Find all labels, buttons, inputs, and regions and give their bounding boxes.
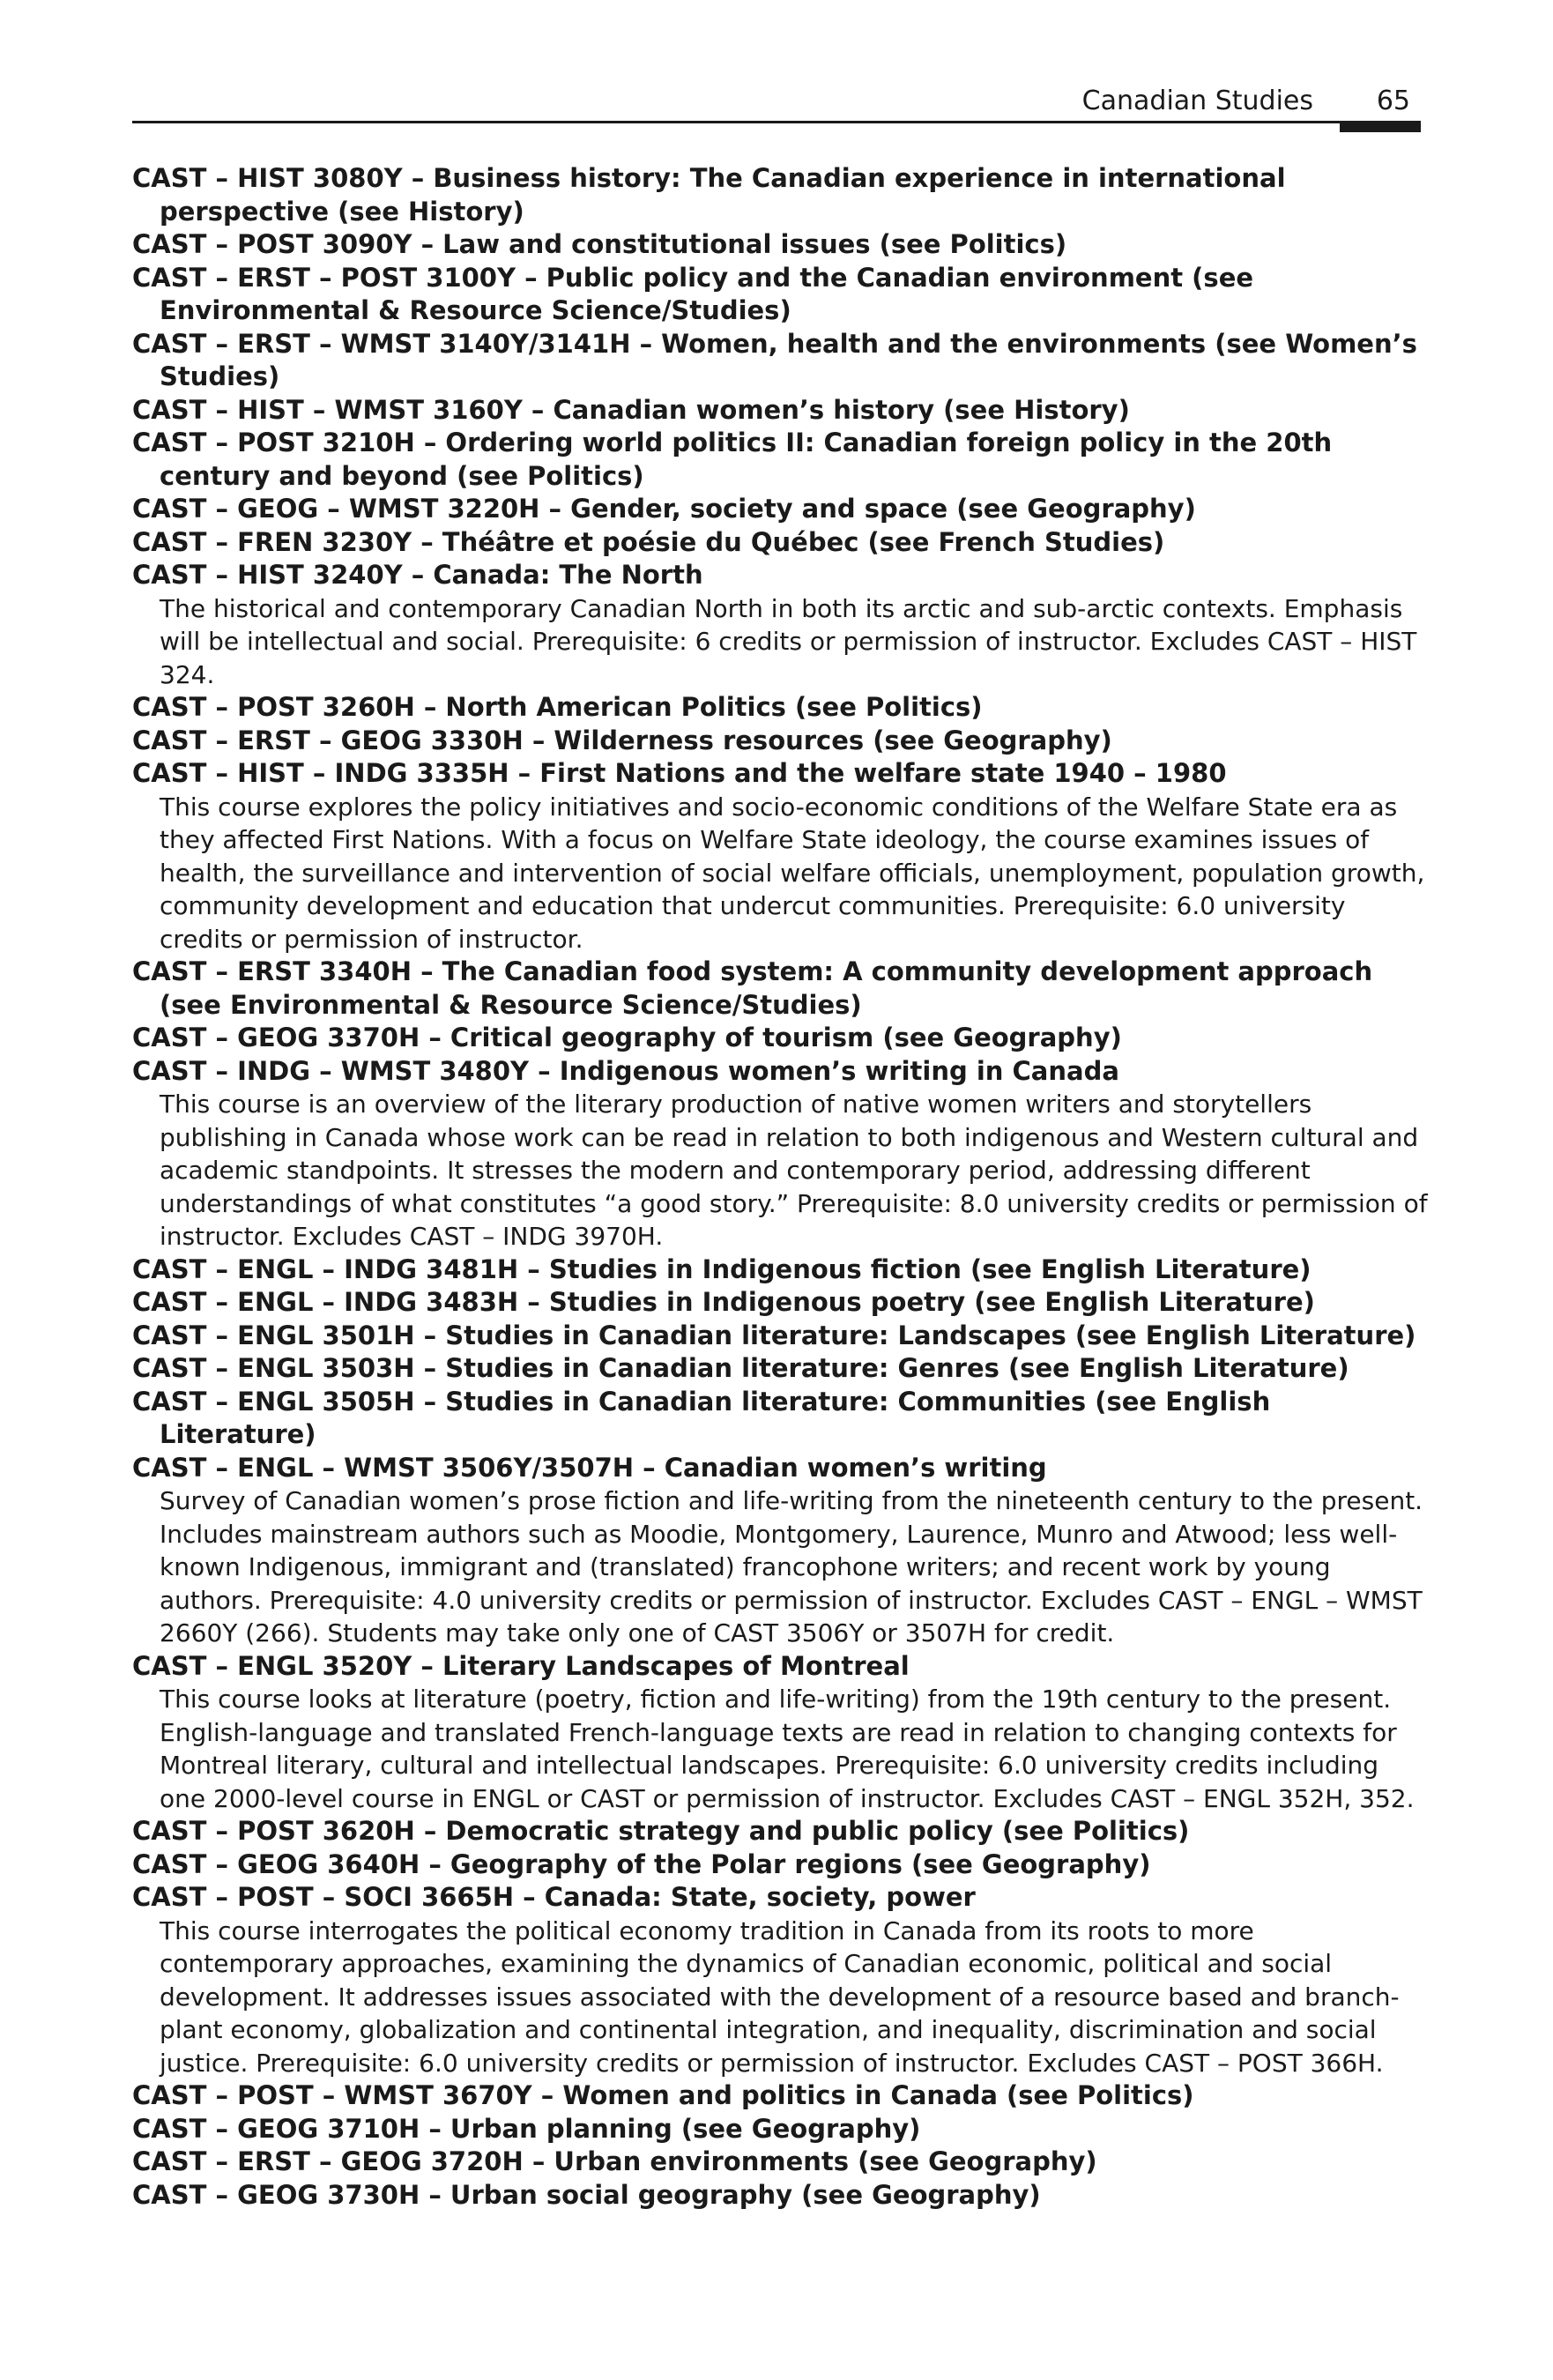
course-title: CAST – ENGL 3520Y – Literary Landscapes of Montreal (132, 1650, 910, 1681)
course-title: CAST – ENGL – WMST 3506Y/3507H – Canadian women’s writing (132, 1452, 1047, 1483)
page-header (132, 78, 1421, 123)
page-number: 65 (1376, 86, 1410, 116)
course-title: CAST – POST 3260H – North American Politics (see Politics) (132, 692, 983, 722)
course-entry (132, 956, 1428, 1022)
course-title: CAST – GEOG – WMST 3220H – Gender, society and space (see Geography) (132, 494, 1196, 524)
course-entry (132, 1320, 1428, 1353)
course-entry (132, 262, 1428, 328)
course-entry (132, 526, 1428, 560)
course-title: CAST – ENGL 3503H – Studies in Canadian literature: Genres (see English Literature) (132, 1353, 1349, 1383)
course-title: CAST – ERST – GEOG 3720H – Urban environments (see Geography) (132, 2146, 1097, 2176)
course-entry (132, 162, 1428, 228)
course-entry (132, 757, 1428, 956)
course-title: CAST – HIST – WMST 3160Y – Canadian women’s history (see History) (132, 394, 1130, 425)
course-list (132, 162, 1428, 2212)
course-title: CAST – HIST 3080Y – Business history: The Canadian experience in international perspective (see History) (132, 163, 1286, 227)
course-description: This course interrogates the political economy tradition in Canada from its roots to more contemporary approaches, examining the dynamics of Canadian economic, political and social development. It addresses issues associated with the development of a resource based and branch-plant economy, globalization and continental integration, and inequality, discrimination and social justice. Prerequisite: 6.0 university credits or permission of instructor. Excludes CAST – POST 366H. (160, 1915, 1400, 2078)
course-entry (132, 1815, 1428, 1848)
course-description: Survey of Canadian women’s prose fiction and life-writing from the nineteenth century to the present. Includes mainstream authors such as Moodie, Montgomery, Laurence, Munro and Atwood; less well-known Indigenous, immigrant and (translated) francophone writers; and recent work by young authors. Prerequisite: 4.0 university credits or permission of instructor. Excludes CAST – ENGL – WMST 2660Y (266). Students may take only one of CAST 3506Y or 3507H for credit. (160, 1486, 1423, 1647)
course-title: CAST – ERST – GEOG 3330H – Wilderness resources (see Geography) (132, 725, 1112, 755)
header-tab-marker (1340, 123, 1421, 132)
course-title: CAST – POST 3210H – Ordering world politics II: Canadian foreign policy in the 20th century and beyond (see Politics) (132, 428, 1333, 491)
course-title: CAST – FREN 3230Y – Théâtre et poésie du Québec (see French Studies) (132, 526, 1165, 557)
section-title: Canadian Studies (1081, 86, 1313, 116)
course-entry (132, 2113, 1428, 2146)
course-title: CAST – ENGL 3501H – Studies in Canadian literature: Landscapes (see English Literature) (132, 1320, 1416, 1350)
course-title: CAST – GEOG 3370H – Critical geography of tourism (see Geography) (132, 1023, 1122, 1052)
course-title: CAST – POST – SOCI 3665H – Canada: State, society, power (132, 1882, 976, 1912)
course-entry (132, 1881, 1428, 2079)
course-title: CAST – HIST 3240Y – Canada: The North (132, 560, 703, 590)
course-title: CAST – GEOG 3710H – Urban planning (see Geography) (132, 2113, 921, 2144)
course-entry (132, 2146, 1428, 2179)
course-entry (132, 1253, 1428, 1287)
course-entry (132, 1386, 1428, 1452)
course-title: CAST – ENGL 3505H – Studies in Canadian literature: Communities (see English Literature) (132, 1386, 1271, 1449)
course-entry (132, 1286, 1428, 1320)
course-entry (132, 328, 1428, 394)
course-entry (132, 2079, 1428, 2113)
course-title: CAST – ENGL – INDG 3481H – Studies in Indigenous fiction (see English Literature) (132, 1253, 1312, 1284)
course-entry (132, 725, 1428, 758)
course-entry (132, 1452, 1428, 1650)
course-entry (132, 2179, 1428, 2213)
course-description: This course explores the policy initiatives and socio-economic conditions of the Welfare State era as they affected First Nations. With a focus on Welfare State ideology, the course examines issues of health, the surveillance and intervention of social welfare officials, unemployment, population growth, community development and education that undercut communities. Prerequisite: 6.0 university credits or permission of instructor. (160, 792, 1425, 954)
course-title: CAST – ERST 3340H – The Canadian food system: A community development approach (see Environmental & Resource Science/Studies) (132, 956, 1373, 1020)
course-entry (132, 1650, 1428, 1816)
course-title: CAST – ENGL – INDG 3483H – Studies in Indigenous poetry (see English Literature) (132, 1287, 1315, 1317)
course-title: CAST – GEOG 3640H – Geography of the Polar regions (see Geography) (132, 1848, 1151, 1879)
course-title: CAST – ERST – WMST 3140Y/3141H – Women, health and the environments (see Women’s Studies) (132, 328, 1417, 391)
course-title: CAST – POST 3620H – Democratic strategy and public policy (see Politics) (132, 1816, 1190, 1846)
course-entry (132, 1352, 1428, 1386)
course-title: CAST – INDG – WMST 3480Y – Indigenous women’s writing in Canada (132, 1055, 1119, 1086)
course-entry (132, 394, 1428, 428)
course-title: CAST – HIST – INDG 3335H – First Nations and the welfare state 1940 – 1980 (132, 758, 1227, 788)
course-entry (132, 1022, 1428, 1055)
course-title: CAST – POST – WMST 3670Y – Women and politics in Canada (see Politics) (132, 2080, 1194, 2110)
course-description: The historical and contemporary Canadian North in both its arctic and sub-arctic contexts. Emphasis will be intellectual and social. Prerequisite: 6 credits or permission of instructor. Excludes CAST – HIST 324. (160, 593, 1417, 689)
course-title: CAST – POST 3090Y – Law and constitutional issues (see Politics) (132, 229, 1067, 259)
header-rule (132, 121, 1421, 123)
course-entry (132, 493, 1428, 526)
course-entry (132, 559, 1428, 691)
course-entry (132, 228, 1428, 262)
course-entry (132, 691, 1428, 725)
course-entry (132, 1848, 1428, 1882)
course-description: This course is an overview of the literary production of native women writers and storytellers publishing in Canada whose work can be read in relation to both indigenous and Western cultural and academic standpoints. It stresses the modern and contemporary period, addressing different understandings of what constitutes “a good story.” Prerequisite: 8.0 university credits or permission of instructor. Excludes CAST – INDG 3970H. (160, 1090, 1428, 1251)
course-entry (132, 427, 1428, 493)
course-entry (132, 1055, 1428, 1253)
course-description: This course looks at literature (poetry, fiction and life-writing) from the 19th century to the present. English-language and translated French-language texts are read in relation to changing contexts for Montreal literary, cultural and intellectual landscapes. Prerequisite: 6.0 university credits including one 2000-level course in ENGL or CAST or permission of instructor. Excludes CAST – ENGL 352H, 352. (160, 1685, 1415, 1813)
course-title: CAST – ERST – POST 3100Y – Public policy and the Canadian environment (see Environmental & Resource Science/Studies) (132, 262, 1254, 325)
course-title: CAST – GEOG 3730H – Urban social geography (see Geography) (132, 2179, 1041, 2210)
